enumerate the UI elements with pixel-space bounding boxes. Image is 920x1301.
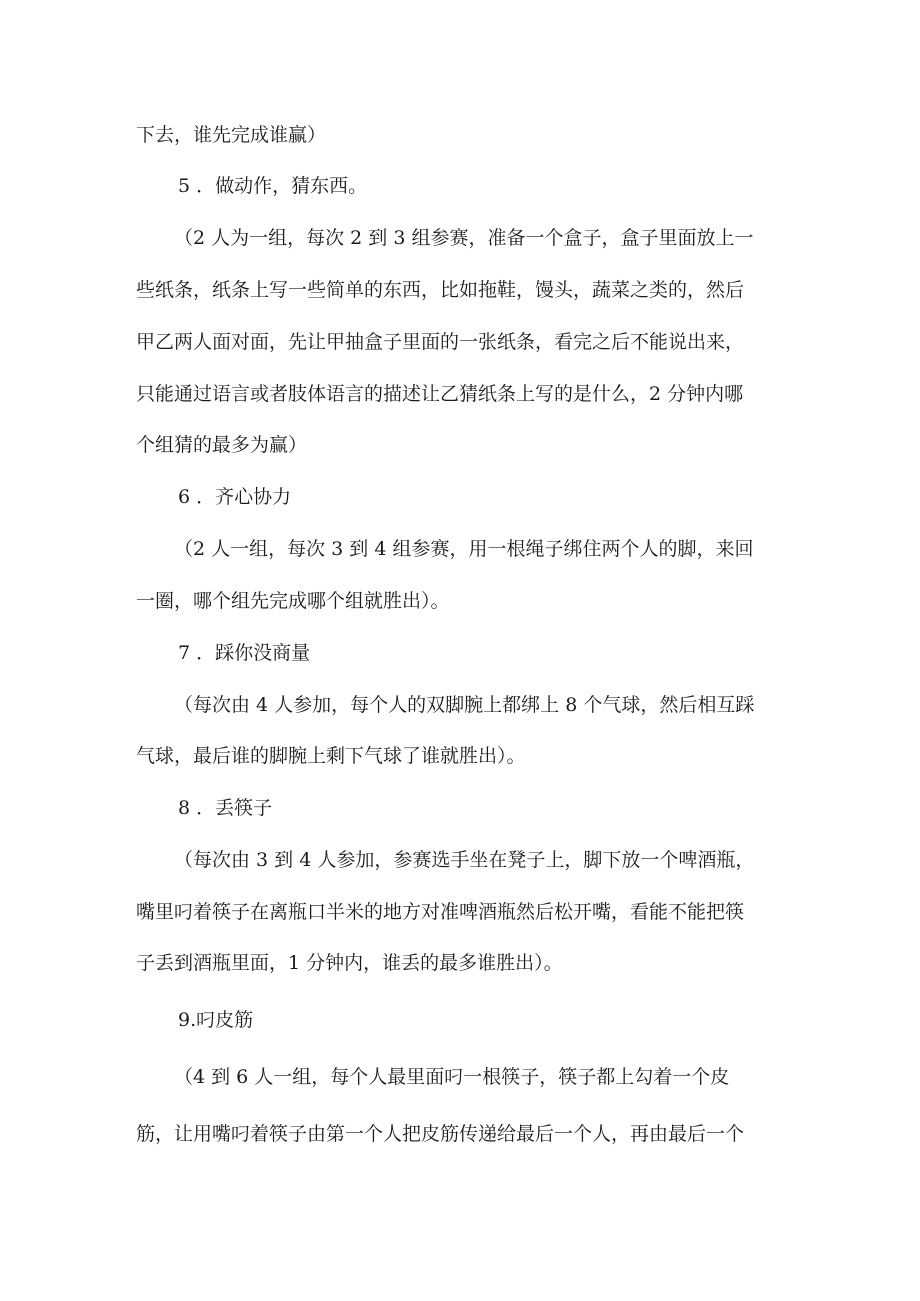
text-line: （2 人一组，每次 3 到 4 组参赛，用一根绳子绑住两个人的脚，来回 [174, 538, 754, 560]
text-line: 甲乙两人面对面，先让甲抽盒子里面的一张纸条，看完之后不能说出来， [136, 331, 745, 353]
text-line: 只能通过语言或者肢体语言的描述让乙猜纸条上写的是什么，2 分钟内哪 [136, 383, 744, 405]
section-heading-7: 7 ．踩你没商量 [178, 642, 311, 664]
section-heading-8: 8 ．丢筷子 [178, 797, 273, 819]
section-heading-5: 5 ．做动作，猜东西。 [178, 175, 368, 197]
text-line: 子丢到酒瓶里面，1 分钟内，谁丢的最多谁胜出）。 [136, 952, 563, 974]
text-line: （2 人为一组，每次 2 到 3 组参赛，准备一个盒子，盒子里面放上一 [174, 227, 754, 249]
text-line: 气球，最后谁的脚腕上剩下气球了谁就胜出）。 [136, 745, 526, 767]
text-line: 个组猜的最多为赢） [136, 434, 308, 456]
text-line: 筋，让用嘴叼着筷子由第一个人把皮筋传递给最后一个人，再由最后一个 [136, 1123, 745, 1145]
text-line: 一圈，哪个组先完成哪个组就胜出）。 [136, 590, 450, 612]
text-line: 下去，谁先完成谁赢） [136, 124, 327, 146]
section-heading-9: 9.叼皮筋 [178, 1009, 254, 1031]
text-line: （每次由 3 到 4 人参加，参赛选手坐在凳子上，脚下放一个啤酒瓶， [174, 849, 755, 871]
section-heading-6: 6 ．齐心协力 [178, 486, 292, 508]
text-line: （4 到 6 人一组，每个人最里面叼一根筷子，筷子都上勾着一个皮 [174, 1066, 730, 1088]
text-line: （每次由 4 人参加，每个人的双脚腕上都绑上 8 个气球，然后相互踩 [174, 694, 755, 716]
text-line: 些纸条，纸条上写一些简单的东西，比如拖鞋，馒头，蔬菜之类的，然后 [136, 279, 745, 301]
text-line: 嘴里叼着筷子在离瓶口半米的地方对准啤酒瓶然后松开嘴，看能不能把筷 [136, 901, 745, 923]
